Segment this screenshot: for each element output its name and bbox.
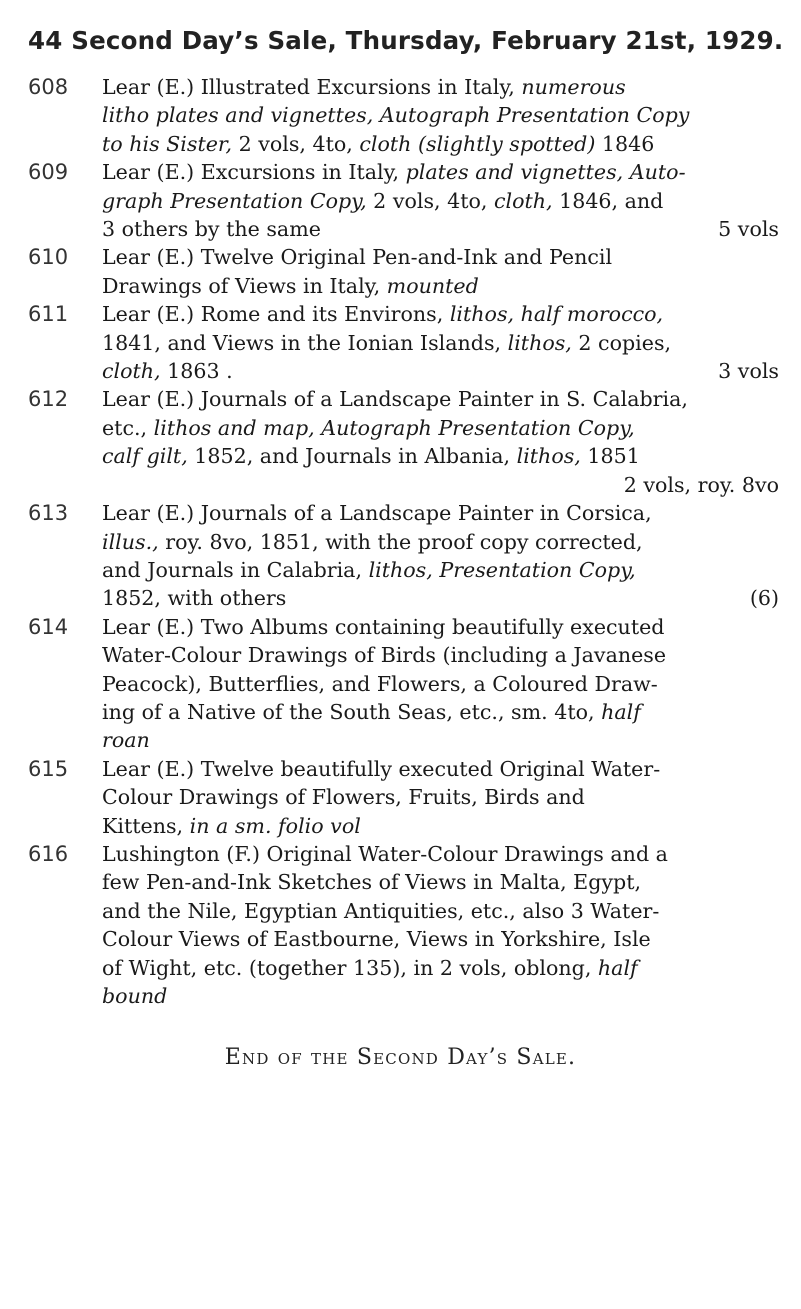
lot-description bbox=[102, 300, 779, 385]
lot-entry bbox=[28, 499, 779, 613]
lot-number: 609 bbox=[28, 160, 69, 185]
lot-entry bbox=[28, 158, 779, 243]
volume-count: 5 vols bbox=[718, 217, 779, 242]
lot-description bbox=[102, 755, 779, 840]
lot-entry bbox=[28, 73, 779, 158]
description-line: and Journals in Calabria, lithos, Presentation Copy, bbox=[102, 557, 636, 582]
end-of-sale-note bbox=[0, 1045, 801, 1070]
lot-description bbox=[102, 613, 779, 755]
lot-entry bbox=[28, 243, 779, 300]
description-line-with-quantity bbox=[102, 215, 779, 243]
lot-number: 608 bbox=[28, 75, 69, 99]
description-line: Colour Views of Eastbourne, Views in Yorkshire, Isle bbox=[102, 927, 651, 952]
description-line: Lushington (F.) Original Water-Colour Drawings and a bbox=[102, 841, 668, 866]
description-line: Lear (E.) Journals of a Landscape Painter in Corsica, bbox=[102, 501, 652, 526]
description-line: Lear (E.) Rome and its Environs, lithos, half morocco, bbox=[102, 302, 664, 327]
description-line: litho plates and vignettes, Autograph Presentation Copy bbox=[102, 103, 690, 128]
lot-number: 615 bbox=[28, 756, 69, 781]
description-line: ing of a Native of the South Seas, etc., sm. 4to, half bbox=[102, 699, 641, 724]
volume-count: 2 vols, roy. 8vo bbox=[623, 472, 779, 497]
description-line: calf gilt, 1852, and Journals in Albania, lithos, 1851 bbox=[102, 444, 640, 469]
description-line-with-quantity bbox=[102, 357, 779, 385]
description-line: Drawings of Views in Italy, mounted bbox=[102, 273, 479, 298]
description-line: graph Presentation Copy, 2 vols, 4to, cloth, 1846, and bbox=[102, 188, 664, 213]
description-line: Lear (E.) Twelve Original Pen-and-Ink and Pencil bbox=[102, 245, 613, 270]
description-line: Lear (E.) Journals of a Landscape Painter in S. Calabria, bbox=[102, 387, 688, 412]
description-line: bound bbox=[102, 984, 168, 1008]
description-line: of Wight, etc. (together 135), in 2 vols, oblong, half bbox=[102, 955, 638, 980]
lot-description bbox=[102, 158, 779, 243]
description-line: Lear (E.) Twelve beautifully executed Original Water- bbox=[102, 756, 661, 781]
description-line: to his Sister, 2 vols, 4to, cloth (slightly spotted) 1846 bbox=[102, 131, 655, 156]
lot-description bbox=[102, 840, 779, 1010]
description-line: illus., roy. 8vo, 1851, with the proof copy corrected, bbox=[102, 529, 643, 554]
lot-number: 610 bbox=[28, 245, 69, 270]
lot-entry bbox=[28, 840, 779, 1010]
lot-entry bbox=[28, 613, 779, 755]
lot-number: 612 bbox=[28, 387, 69, 412]
description-line: Kittens, in a sm. folio vol bbox=[102, 813, 361, 838]
lot-list bbox=[28, 73, 779, 1010]
lot-description bbox=[102, 73, 779, 158]
description-line: Water-Colour Drawings of Birds (including a Javanese bbox=[102, 643, 667, 668]
description-line: and the Nile, Egyptian Antiquities, etc., also 3 Water- bbox=[102, 898, 660, 923]
lot-description bbox=[102, 243, 779, 300]
lot-number: 614 bbox=[28, 614, 69, 639]
lot-number: 616 bbox=[28, 841, 69, 866]
description-line: 1841, and Views in the Ionian Islands, lithos, 2 copies, bbox=[102, 330, 672, 355]
end-of-sale-text: End of the Second Day’s Sale. bbox=[224, 1045, 577, 1070]
description-line: Colour Drawings of Flowers, Fruits, Birds and bbox=[102, 785, 585, 810]
description-text: 1852, with others bbox=[102, 586, 287, 611]
description-line: Lear (E.) Two Albums containing beautifully executed bbox=[102, 614, 665, 639]
lot-description bbox=[102, 385, 779, 499]
lot-entry bbox=[28, 755, 779, 840]
page-header: 44 Second Day’s Sale, Thursday, February 21st, 1929. bbox=[28, 26, 784, 55]
lot-entry bbox=[28, 385, 779, 499]
volume-count: (6) bbox=[749, 586, 779, 611]
description-line: Peacock), Butterflies, and Flowers, a Coloured Draw- bbox=[102, 671, 658, 696]
description-line: roan bbox=[102, 728, 150, 753]
description-line: Lear (E.) Excursions in Italy, plates and vignettes, Auto- bbox=[102, 160, 686, 185]
description-line: few Pen-and-Ink Sketches of Views in Malta, Egypt, bbox=[102, 870, 642, 895]
description-text: 3 others by the same bbox=[102, 217, 321, 242]
lot-entry bbox=[28, 300, 779, 385]
lot-number: 611 bbox=[28, 302, 69, 327]
lot-number: 613 bbox=[28, 501, 69, 526]
description-line: Lear (E.) Illustrated Excursions in Italy, numerous bbox=[102, 75, 626, 99]
lot-description bbox=[102, 499, 779, 613]
description-line-with-quantity bbox=[102, 584, 779, 612]
volume-count: 3 vols bbox=[718, 359, 779, 384]
description-line: etc., lithos and map, Autograph Presentation Copy, bbox=[102, 415, 635, 440]
description-text: cloth, 1863 . bbox=[102, 359, 233, 384]
